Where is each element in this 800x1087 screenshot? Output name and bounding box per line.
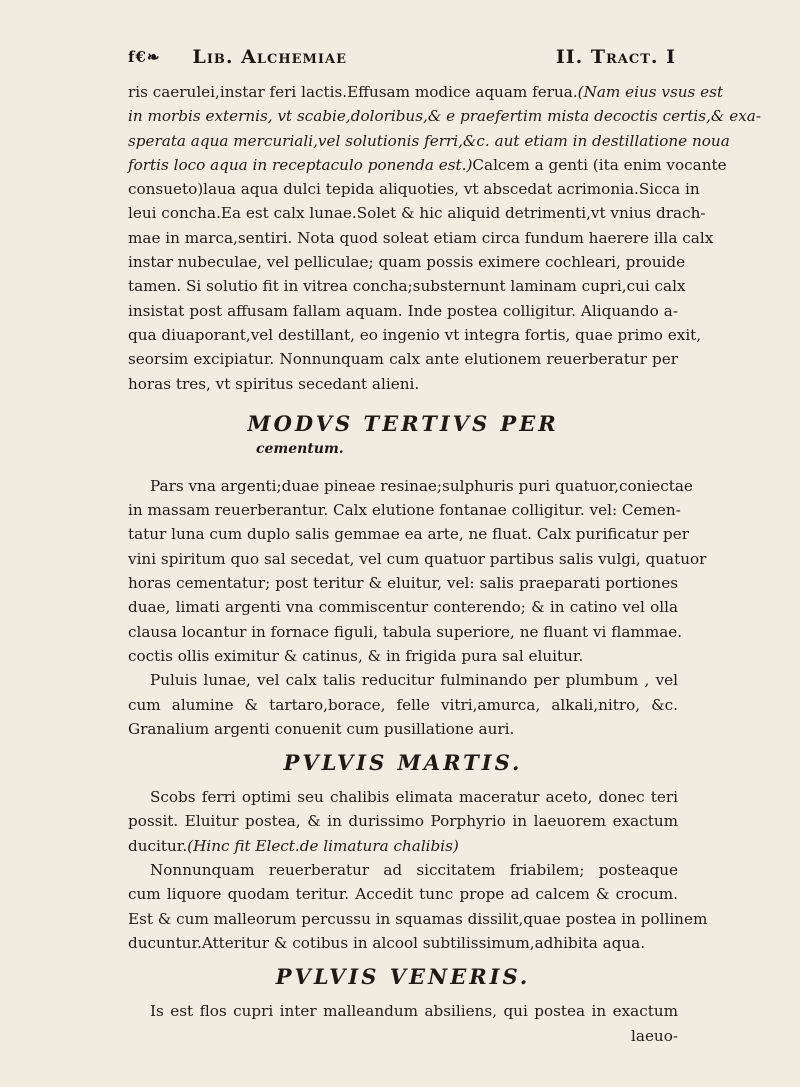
text-line: instar nubeculae, vel pelliculae; quam possis eximere cochleari, prouide — [128, 253, 686, 272]
running-header — [128, 40, 676, 74]
text-line: vini spiritum quo sal secedat, vel cum quatuor partibus salis vulgi, quatuor — [128, 549, 707, 568]
header-tract: II. Tract. I — [555, 46, 676, 68]
text-line: Est & cum malleorum percussu in squamas dissilit,quae postea in pollinem — [128, 909, 708, 928]
text-line: tatur luna cum duplo salis gemmae ea arte, ne fluat. Calx purificatur per — [128, 525, 690, 544]
paragraph-cementum — [128, 474, 707, 741]
paragraph-calx-lunae — [128, 80, 761, 396]
text-line: qua diuaporant,vel destillant, eo ingenio vt integra fortis, quae primo exit, — [128, 325, 702, 344]
text-line: Scobs ferri optimi seu chalibis elimata maceratur aceto, donec teri — [150, 788, 678, 807]
header-book-title: Lib. Alchemiae — [192, 46, 348, 68]
text-line: Nonnunquam reuerberatur ad siccitatem friabilem; posteaque — [150, 861, 678, 880]
paragraph-pulvis-martis — [128, 785, 708, 955]
section-heading-pulvis-veneris: PVLVIS VENERIS. — [275, 964, 531, 990]
text-line: Is est flos cupri inter malleandum absiliens, qui postea in exactum — [150, 1002, 678, 1021]
text-line: horas tres, vt spiritus secedant alieni. — [128, 374, 420, 393]
text-line: ducuntur.Atteritur & cotibus in alcool subtilissimum,adhibita aqua. — [128, 933, 646, 952]
section-subheading-cementum: cementum. — [256, 440, 344, 457]
text-body — [128, 80, 761, 1048]
text-line: clausa locantur in fornace figuli, tabula superiore, ne fluant vi flammae. — [128, 622, 683, 641]
section-heading-modus-tertius: MODVS TERTIVS PER — [247, 410, 559, 436]
header-ornament: f€❧ — [128, 48, 161, 66]
text-line: tamen. Si solutio fit in vitrea concha;substernunt laminam cupri,cui calx — [128, 277, 686, 296]
text-line: mae in marca,sentiri. Nota quod soleat etiam circa fundum haerere illa calx — [128, 228, 714, 247]
text-line: coctis ollis eximitur & catinus, & in frigida pura sal eluitur. — [128, 646, 584, 665]
text-line: consueto)laua aqua dulci tepida aliquoties, vt abscedat acrimonia.Sicca in — [128, 180, 700, 199]
text-line: fortis loco aqua in receptaculo ponenda est.)Calcem a genti (ita enim vocante — [128, 155, 727, 174]
catchword: laeuo- — [631, 1026, 678, 1045]
text-line: possit. Eluitur postea, & in durissimo Porphyrio in laeuorem exactum — [128, 812, 678, 831]
text-line: Pars vna argenti;duae pineae resinae;sulphuris puri quatuor,coniectae — [150, 476, 693, 495]
text-line: leui concha.Ea est calx lunae.Solet & hic aliquid detrimenti,vt vnius drach- — [128, 204, 706, 223]
text-line: ducitur.(Hinc fit Elect.de limatura chalibis) — [128, 836, 459, 855]
text-line: duae, limati argenti vna commiscentur conterendo; & in catino vel olla — [128, 598, 678, 617]
text-line: horas cementatur; post teritur & eluitur, vel: salis praeparati portiones — [128, 574, 678, 593]
text-line: seorsim excipiatur. Nonnunquam calx ante elutionem reuerberatur per — [128, 350, 678, 369]
paragraph-pulvis-veneris — [128, 999, 678, 1048]
text-line: sperata aqua mercuriali,vel solutionis ferri,&c. aut etiam in destillatione noua — [128, 131, 730, 150]
text-line: in morbis externis, vt scabie,doloribus,& e praefertim mista decoctis certis,& exa- — [128, 107, 761, 126]
text-line: ris caerulei,instar feri lactis.Effusam modice aquam ferua.(Nam eius vsus est — [128, 83, 724, 101]
text-line: Puluis lunae, vel calx talis reducitur fulminando per plumbum , vel — [150, 671, 678, 690]
text-line: in massam reuerberantur. Calx elutione fontanae colligitur. vel: Cemen- — [128, 501, 681, 520]
section-heading-pulvis-martis: PVLVIS MARTIS. — [283, 750, 523, 776]
text-line: cum liquore quodam teritur. Accedit tunc prope ad calcem & crocum. — [128, 885, 678, 904]
text-line: cum alumine & tartaro,borace, felle vitri,amurca, alkali,nitro, &c. — [128, 695, 678, 714]
text-line: insistat post affusam fallam aquam. Inde postea colligitur. Aliquando a- — [128, 301, 678, 320]
text-line: Granalium argenti conuenit cum pusillatione auri. — [128, 719, 515, 738]
